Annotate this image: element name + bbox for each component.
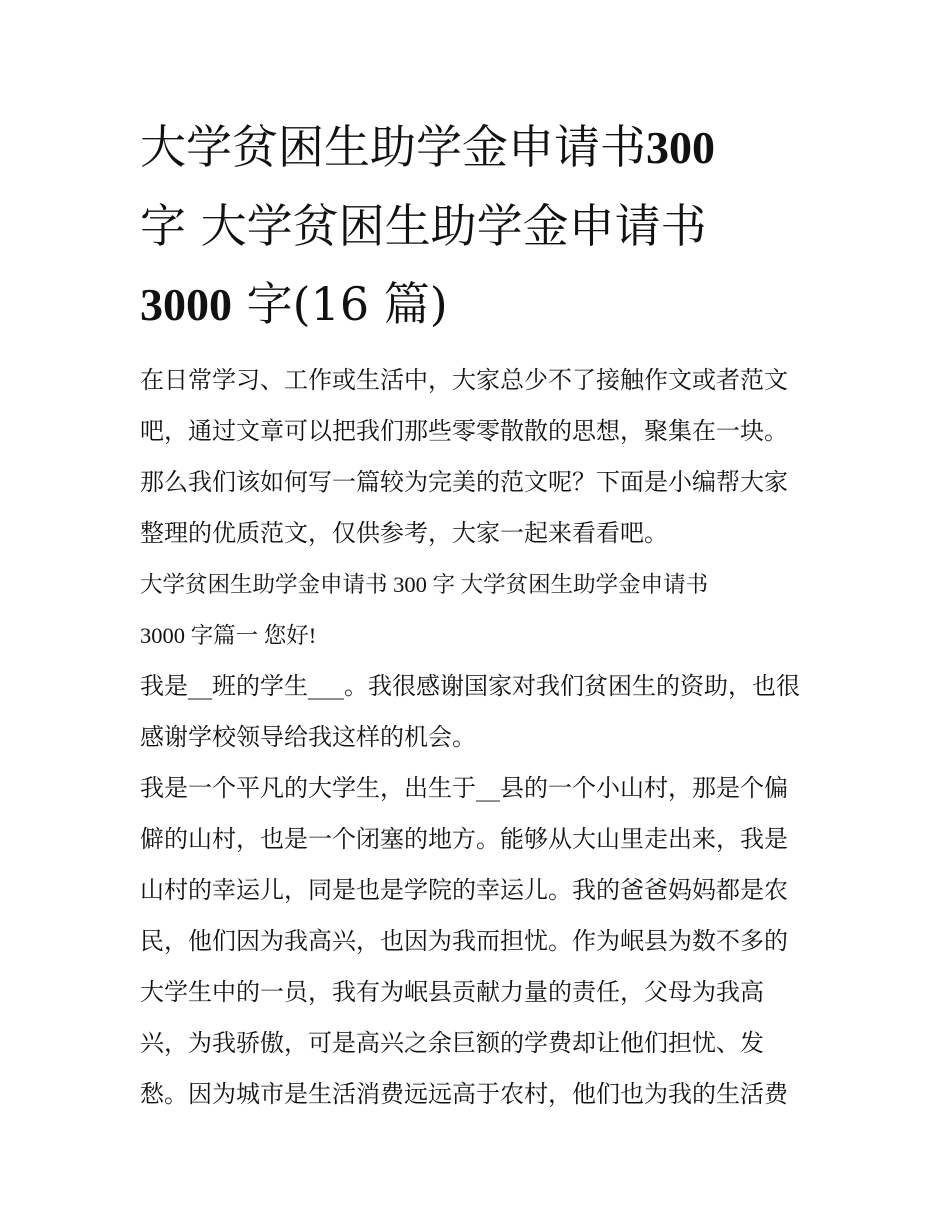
- section-heading-line: 大学贫困生助学金申请书 300 字 大学贫困生助学金申请书: [140, 572, 709, 597]
- body-line: 民，他们因为我高兴，也因为我而担忧。作为岷县为数不多的: [140, 927, 788, 955]
- title-line-3-text: 字(16 篇): [232, 277, 448, 331]
- title-line-3: [140, 265, 820, 344]
- body-line: 我是一个平凡的大学生，出生于__县的一个小山村，那是个偏: [140, 774, 788, 802]
- body-line: 兴，为我骄傲，可是高兴之余巨额的学费却让他们担忧、发: [140, 1029, 764, 1057]
- title-line-1-number: 300: [646, 122, 715, 173]
- title-line-2-text: 字 大学贫困生助学金申请书: [140, 199, 707, 253]
- body-line: 山村的幸运儿，同是也是学院的幸运儿。我的爸爸妈妈都是农: [140, 876, 788, 904]
- title-line-3-number: 3000: [140, 279, 232, 330]
- body-line: 在日常学习、工作或生活中，大家总少不了接触作文或者范文: [140, 366, 788, 394]
- title-line-2: [140, 187, 820, 265]
- body-line: 大学生中的一员，我有为岷县贡献力量的责任，父母为我高: [140, 978, 764, 1006]
- body-line: 愁。因为城市是生活消费远远高于农村，他们也为我的生活费: [140, 1080, 788, 1108]
- body-line: 那么我们该如何写一篇较为完美的范文呢？下面是小编帮大家: [140, 468, 788, 496]
- body-line: 整理的优质范文，仅供参考，大家一起来看看吧。: [140, 519, 668, 547]
- section-heading-line: 3000 字篇一 您好!: [140, 623, 317, 648]
- document-title: [140, 108, 820, 344]
- document-body: [140, 355, 820, 1120]
- title-line-1: [140, 108, 820, 187]
- body-line: 僻的山村，也是一个闭塞的地方。能够从大山里走出来，我是: [140, 825, 788, 853]
- title-line-1-text: 大学贫困生助学金申请书: [140, 120, 646, 174]
- body-line: 感谢学校领导给我这样的机会。: [140, 723, 476, 751]
- body-line: 吧，通过文章可以把我们那些零零散散的思想，聚集在一块。: [140, 417, 788, 445]
- body-line: 我是__班的学生___。我很感谢国家对我们贫困生的资助，也很: [140, 672, 800, 700]
